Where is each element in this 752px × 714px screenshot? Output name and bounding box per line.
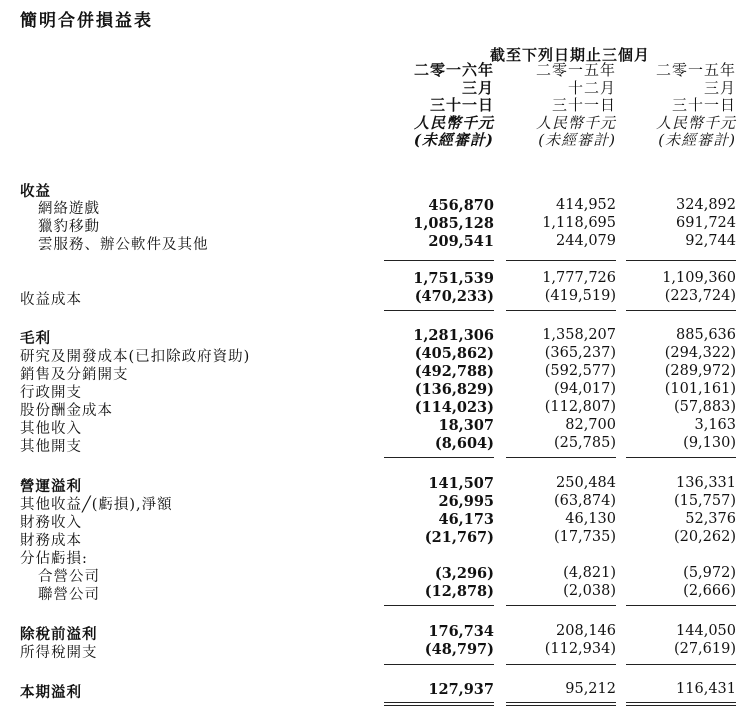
row-label: 收益 xyxy=(20,183,51,200)
row-label: 收益成本 xyxy=(20,292,82,308)
row-value: 208,146 xyxy=(556,623,616,639)
row-value: (3,296) xyxy=(434,565,494,582)
table-row xyxy=(0,493,752,511)
row-value: (12,878) xyxy=(424,583,494,600)
row-label: 本期溢利 xyxy=(20,684,82,701)
row-value: (15,757) xyxy=(673,493,736,509)
row-value: (419,519) xyxy=(544,288,616,304)
row-value: (94,017) xyxy=(553,381,616,397)
row-label: 其他收益╱(虧損),淨額 xyxy=(20,497,173,513)
row-label: 行政開支 xyxy=(20,385,82,401)
row-value: 885,636 xyxy=(676,327,736,343)
total-double-rule xyxy=(626,705,736,706)
row-value: (8,604) xyxy=(434,435,494,452)
row-value: 52,376 xyxy=(685,511,736,527)
row-value: (17,735) xyxy=(553,529,616,545)
table-row xyxy=(0,381,752,399)
row-value: 116,431 xyxy=(676,681,736,697)
subtotal-rule xyxy=(384,605,494,606)
row-value: 209,541 xyxy=(428,233,494,250)
column-audit: (未經審計) xyxy=(658,131,736,149)
subtotal-rule xyxy=(506,310,616,311)
subtotal-rule xyxy=(384,310,494,311)
column-header-2016-mar xyxy=(364,62,494,150)
column-header-2015-mar xyxy=(606,62,736,150)
column-year: 二零一六年 xyxy=(413,61,494,79)
row-value: 244,079 xyxy=(556,233,616,249)
table-row xyxy=(0,511,752,529)
row-label: 其他開支 xyxy=(20,439,82,455)
row-value: (365,237) xyxy=(544,345,616,361)
column-year: 二零一五年 xyxy=(535,61,616,79)
table-row xyxy=(0,233,752,251)
row-value: (112,807) xyxy=(544,399,616,415)
subtotal-rule xyxy=(506,664,616,665)
row-value: (2,038) xyxy=(563,583,616,599)
table-row xyxy=(0,180,752,198)
table-row xyxy=(0,681,752,699)
row-value: (112,934) xyxy=(544,641,616,657)
row-value: 1,777,726 xyxy=(542,270,616,286)
row-value: 144,050 xyxy=(676,623,736,639)
table-row xyxy=(0,197,752,215)
row-value: (294,322) xyxy=(664,345,736,361)
table-row xyxy=(0,399,752,417)
row-value: (21,767) xyxy=(424,529,494,546)
column-audit: (未經審計) xyxy=(413,131,494,149)
column-day: 三十一日 xyxy=(671,96,736,114)
subtotal-rule xyxy=(626,605,736,606)
statement-title: 簡明合併損益表 xyxy=(20,11,153,31)
row-value: (492,788) xyxy=(414,363,494,380)
row-value: (405,862) xyxy=(414,345,494,362)
row-label: 除稅前溢利 xyxy=(20,626,98,643)
row-value: 324,892 xyxy=(676,197,736,213)
row-value: (223,724) xyxy=(664,288,736,304)
table-row xyxy=(0,641,752,659)
table-row xyxy=(0,288,752,306)
column-month: 三月 xyxy=(461,78,494,97)
row-value: (63,874) xyxy=(553,493,616,509)
row-value: 3,163 xyxy=(694,417,736,433)
row-value: (592,577) xyxy=(544,363,616,379)
row-label: 分佔虧損: xyxy=(20,551,88,567)
row-value: 1,109,360 xyxy=(662,270,736,286)
total-double-rule xyxy=(384,702,494,703)
subtotal-rule xyxy=(626,457,736,458)
row-label: 財務收入 xyxy=(20,515,82,531)
row-label: 銷售及分銷開支 xyxy=(20,367,129,383)
row-value: (5,972) xyxy=(683,565,736,581)
row-value: 1,751,539 xyxy=(413,270,494,287)
table-row xyxy=(0,327,752,345)
total-double-rule xyxy=(506,705,616,706)
row-value: 691,724 xyxy=(676,215,736,231)
subtotal-rule xyxy=(626,664,736,665)
row-value: 18,307 xyxy=(438,417,494,434)
row-value: (289,972) xyxy=(664,363,736,379)
row-value: 127,937 xyxy=(428,681,494,698)
column-currency: 人民幣千元 xyxy=(413,113,494,132)
row-value: 250,484 xyxy=(556,475,616,491)
row-label: 毛利 xyxy=(20,330,51,347)
row-value: 92,744 xyxy=(685,233,736,249)
period-header: 截至下列日期止三個月 xyxy=(489,46,650,64)
column-month: 十二月 xyxy=(567,78,616,97)
table-row xyxy=(0,270,752,288)
column-month: 三月 xyxy=(703,78,736,97)
row-value: (48,797) xyxy=(424,641,494,658)
row-label: 股份酬金成本 xyxy=(20,403,113,419)
column-year: 二零一五年 xyxy=(655,61,736,79)
row-label: 其他收入 xyxy=(20,421,82,437)
row-label: 雲服務、辦公軟件及其他 xyxy=(38,237,209,253)
row-value: (9,130) xyxy=(683,435,736,451)
table-row xyxy=(0,565,752,583)
subtotal-rule xyxy=(506,260,616,261)
row-label: 獵豹移動 xyxy=(38,219,100,235)
total-double-rule xyxy=(626,702,736,703)
row-value: 1,281,306 xyxy=(413,327,494,344)
table-row xyxy=(0,623,752,641)
row-value: 95,212 xyxy=(565,681,616,697)
total-double-rule xyxy=(384,705,494,706)
subtotal-rule xyxy=(384,457,494,458)
table-row xyxy=(0,417,752,435)
row-value: 46,173 xyxy=(438,511,494,528)
row-value: 141,507 xyxy=(428,475,494,492)
row-value: (114,023) xyxy=(414,399,494,416)
row-label: 研究及開發成本(已扣除政府資助) xyxy=(20,349,251,365)
row-value: (136,829) xyxy=(414,381,494,398)
row-value: (20,262) xyxy=(673,529,736,545)
row-value: 1,118,695 xyxy=(542,215,616,231)
row-value: (101,161) xyxy=(664,381,736,397)
table-row xyxy=(0,363,752,381)
row-value: (470,233) xyxy=(414,288,494,305)
row-value: 136,331 xyxy=(676,475,736,491)
row-label: 聯營公司 xyxy=(38,587,100,603)
total-double-rule xyxy=(506,702,616,703)
subtotal-rule xyxy=(506,605,616,606)
row-value: 1,358,207 xyxy=(542,327,616,343)
column-audit: (未經審計) xyxy=(538,131,616,149)
row-label: 財務成本 xyxy=(20,533,82,549)
subtotal-rule xyxy=(384,664,494,665)
row-value: 46,130 xyxy=(565,511,616,527)
table-row xyxy=(0,475,752,493)
column-day: 三十一日 xyxy=(551,96,616,114)
column-currency: 人民幣千元 xyxy=(535,113,616,132)
row-value: (4,821) xyxy=(563,565,616,581)
row-value: 1,085,128 xyxy=(413,215,494,232)
column-currency: 人民幣千元 xyxy=(655,113,736,132)
table-row xyxy=(0,435,752,453)
row-label: 所得稅開支 xyxy=(20,645,98,661)
column-day: 三十一日 xyxy=(429,96,494,114)
row-value: 456,870 xyxy=(428,197,494,214)
table-row xyxy=(0,529,752,547)
subtotal-rule xyxy=(626,260,736,261)
row-value: 414,952 xyxy=(556,197,616,213)
row-label: 合營公司 xyxy=(38,569,100,585)
table-row xyxy=(0,547,752,565)
row-label: 營運溢利 xyxy=(20,478,82,495)
subtotal-rule xyxy=(626,310,736,311)
row-value: (2,666) xyxy=(683,583,736,599)
table-row xyxy=(0,345,752,363)
subtotal-rule xyxy=(384,260,494,261)
column-header-2015-dec xyxy=(486,62,616,150)
row-value: 82,700 xyxy=(565,417,616,433)
row-value: (25,785) xyxy=(553,435,616,451)
row-label: 網絡遊戲 xyxy=(38,201,100,217)
row-value: 26,995 xyxy=(438,493,494,510)
row-value: (57,883) xyxy=(673,399,736,415)
row-value: (27,619) xyxy=(673,641,736,657)
row-value: 176,734 xyxy=(428,623,494,640)
table-row xyxy=(0,215,752,233)
table-row xyxy=(0,583,752,601)
subtotal-rule xyxy=(506,457,616,458)
